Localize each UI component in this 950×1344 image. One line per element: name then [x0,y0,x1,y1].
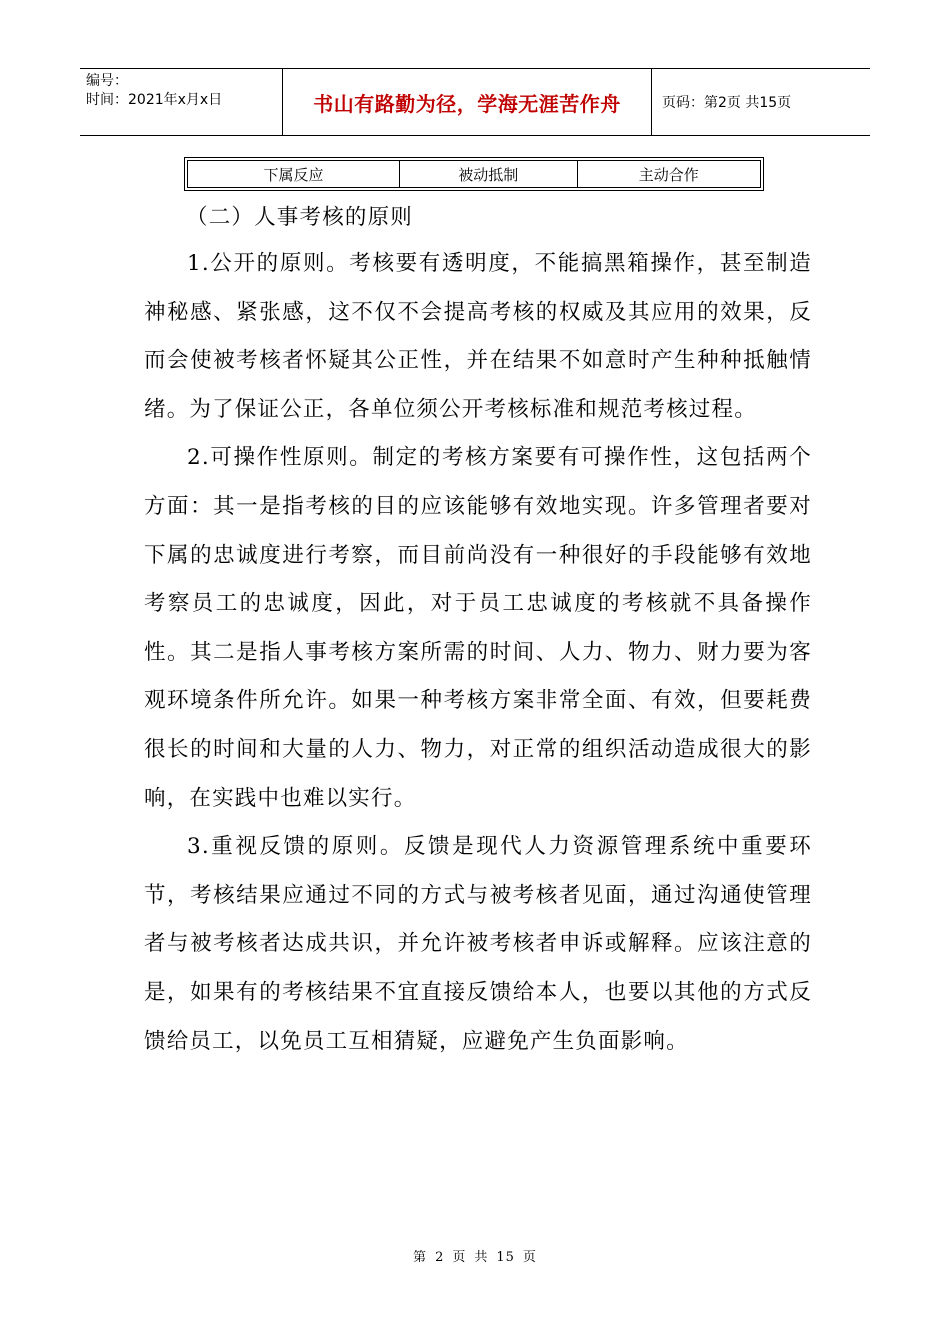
page-header [80,68,870,136]
footer-ye: 页 [452,1250,467,1265]
footer-gong: 共 [474,1250,489,1265]
footer-di: 第 [413,1250,428,1265]
footer-ye-2: 页 [522,1250,537,1265]
paragraph: 3.重视反馈的原则。反馈是现代人力资源管理系统中重要环节，考核结果应通过不同的方式与被考核者见面，通过沟通使管理者与被考核者达成共识，并允许被考核者申诉或解释。应该注意的是，如果有的考核结果不宜直接反馈给本人，也要以其他的方式反馈给员工，以免员工互相猜疑，应避免产生负面影响。 [144,834,812,1054]
paragraph: 2.可操作性原则。制定的考核方案要有可操作性，这包括两个方面：其一是指考核的目的应该能够有效地实现。许多管理者要对下属的忠诚度进行考察，而目前尚没有一种很好的手段能够有效地考察员工的忠诚度，因此，对于员工忠诚度的考核就不具备操作性。其二是指人事考核方案所需的时间、人力、物力、财力要为客观环境条件所允许。如果一种考核方案非常全面、有效，但要耗费很长的时间和大量的人力、物力，对正常的组织活动造成很大的影响，在实践中也难以实行。 [144,445,812,811]
footer-total-pages: 15 [496,1250,515,1265]
table-row [188,161,761,188]
header-page-info: 页码：第2页 共15页 [662,95,792,111]
document-date: 时间：2021年x月x日 [86,92,223,108]
table-cell: 被动抵制 [400,161,578,188]
reaction-table [184,157,764,191]
page-footer [0,1246,950,1265]
section-title: （二）人事考核的原则 [186,205,414,230]
footer-page-number: 2 [435,1250,445,1265]
table-cell: 主动合作 [577,161,760,188]
document-body [144,196,812,1066]
paragraph: 1.公开的原则。考核要有透明度，不能搞黑箱操作，甚至制造神秘感、紧张感，这不仅不会提高考核的权威及其应用的效果，反而会使被考核者怀疑其公正性，并在结果不如意时产生种种抵触情绪。为了保证公正，各单位须公开考核标准和规范考核过程。 [144,251,812,422]
table-cell: 下属反应 [188,161,400,188]
document-code-label: 编号： [86,73,128,89]
header-meta [80,69,282,135]
header-motto: 书山有路勤为径，学海无涯苦作舟 [282,69,652,135]
